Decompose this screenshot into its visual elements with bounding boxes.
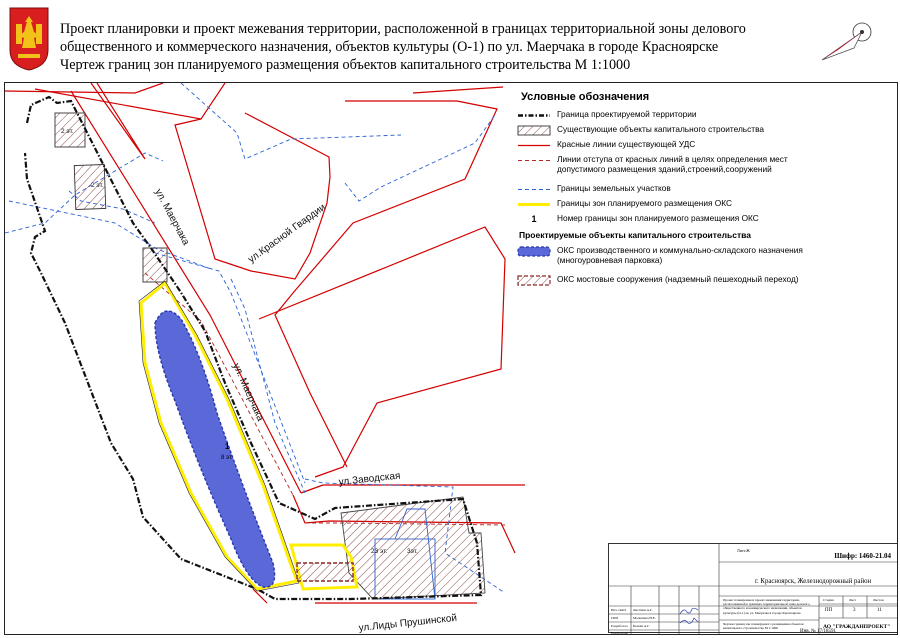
legend-item — [517, 139, 887, 153]
legend-label: Границы земельных участков — [557, 183, 671, 193]
legend-label: Красные линии существующей УДС — [557, 139, 696, 149]
legend-item — [517, 213, 887, 227]
building-floors-label: 2 эт. — [91, 182, 104, 189]
stamp-drawing: Чертеж границ зон планируемого размещения объектов капитального строительства М 1:1000 — [723, 622, 804, 630]
stamp-sheet-label: Лист — [849, 598, 857, 602]
pedestrian-bridge — [297, 563, 353, 581]
project-boundary-symbol — [517, 110, 551, 121]
title-line-3: Чертеж границ зон планируемого размещения объектов капитального строительства М 1:1000 — [60, 57, 631, 73]
signature-icon — [679, 616, 699, 626]
street-label: ул.Заводская — [338, 470, 401, 488]
red-line — [275, 101, 497, 467]
stamp-total-label: Листов — [873, 598, 884, 602]
coat-of-arms-icon — [8, 6, 50, 72]
zone-boundary-symbol — [517, 199, 551, 210]
stamp-total: 11 — [877, 608, 882, 613]
legend-label: Линии отступа от красных линий в целях определения мест допустимого размещения зданий,строений,сооружений — [557, 154, 788, 174]
legend-item — [517, 154, 887, 182]
street-label: ул.Красной Гвардии — [246, 202, 328, 266]
signature-icon — [679, 606, 699, 616]
stamp-name: Листвин А.Г. — [633, 608, 653, 612]
zone-floors: 8 эт. — [221, 455, 233, 461]
oks-parking-symbol — [517, 246, 551, 257]
stamp-org: АО "ГРАЖДАНПРОЕКТ" — [823, 624, 891, 630]
red-line-symbol — [517, 140, 551, 151]
land-plot-symbol — [517, 184, 551, 195]
legend — [517, 91, 887, 289]
stamp-role: Нач. ОАП — [611, 608, 626, 612]
street-label: ул. Маерчака — [152, 187, 192, 248]
red-line — [413, 87, 503, 93]
legend-label: Существующие объекты капитального строительства — [557, 124, 764, 134]
stamp-role: Н.контроль — [611, 631, 628, 635]
title-line-1: Проект планировки и проект межевания территории, расположенной в границах территориальной зоны делового — [60, 21, 746, 37]
header — [0, 0, 900, 80]
red-line — [71, 91, 301, 493]
stamp-stage-label: Стадия — [823, 598, 834, 602]
stamp-stage: ПП — [825, 608, 833, 613]
stamp-role: ГИП — [611, 616, 619, 620]
red-line — [5, 83, 163, 93]
stamp-code: Шифр: 1460-21.04 — [834, 552, 891, 560]
legend-item — [517, 245, 887, 273]
building-floors-label: 23 эт. — [371, 548, 388, 555]
title-block — [608, 543, 898, 633]
bridge-symbol — [517, 275, 551, 286]
stamp-role: Разработал — [611, 624, 628, 628]
legend-label: Границы зон планируемого размещения ОКС — [557, 198, 732, 208]
legend-item — [517, 109, 887, 123]
stamp-name: Белева А.Г. — [633, 624, 650, 628]
legend-projected-title: Проектируемые объекты капитального строительства — [519, 230, 752, 240]
legend-label: ОКС производственного и коммунально-складского назначения (многоуровневая парковка) — [557, 245, 803, 265]
north-arrow-icon — [818, 18, 874, 68]
legend-title: Условные обозначения — [521, 91, 650, 103]
building-floors-label: 2 эт. — [61, 128, 74, 135]
street-label: ул.Лиды Прушинской — [358, 612, 458, 634]
legend-item — [517, 274, 887, 288]
inventory-number: Инв. № 17/18591 — [800, 629, 837, 634]
zone-number: 1 — [225, 442, 230, 451]
legend-item — [517, 124, 887, 138]
existing-buildings — [55, 113, 485, 599]
stamp-city: г. Красноярск, Железнодорожный район — [755, 578, 872, 585]
legend-item — [517, 183, 887, 197]
stamp-description: Проект планировки и проект межевания территории, расположенной в границах территориальной зоны делового, общественного и коммерческого назначения, объектов культуры (О-1) по ул. Маерчака в городе Красноярске — [723, 598, 811, 615]
red-line — [91, 83, 145, 159]
red-line — [259, 227, 505, 477]
legend-label: ОКС мостовые сооружения (надземный пешеходный переход) — [557, 274, 799, 284]
stamp-name: Малыгина Н.Е. — [633, 616, 656, 620]
stamp-sheet-no: Лист.Ж — [737, 548, 750, 553]
map-frame — [4, 82, 898, 635]
setback-line-symbol — [517, 155, 551, 166]
stamp-sheet: 3 — [853, 608, 856, 613]
building-floors-label: 3эт. — [407, 548, 418, 555]
existing-building-symbol — [517, 125, 551, 136]
legend-label: Граница проектируемой территории — [557, 109, 697, 119]
street-label: ул. Маерчака — [230, 361, 266, 423]
zone-number-symbol: 1 — [531, 214, 537, 224]
legend-item — [517, 198, 887, 212]
title-line-2: общественного и коммерческого назначения, объектов культуры (О-1) по ул. Маерчака в городе Красноярске — [60, 39, 719, 55]
legend-label: Номер границы зон планируемого размещения ОКС — [557, 213, 759, 223]
